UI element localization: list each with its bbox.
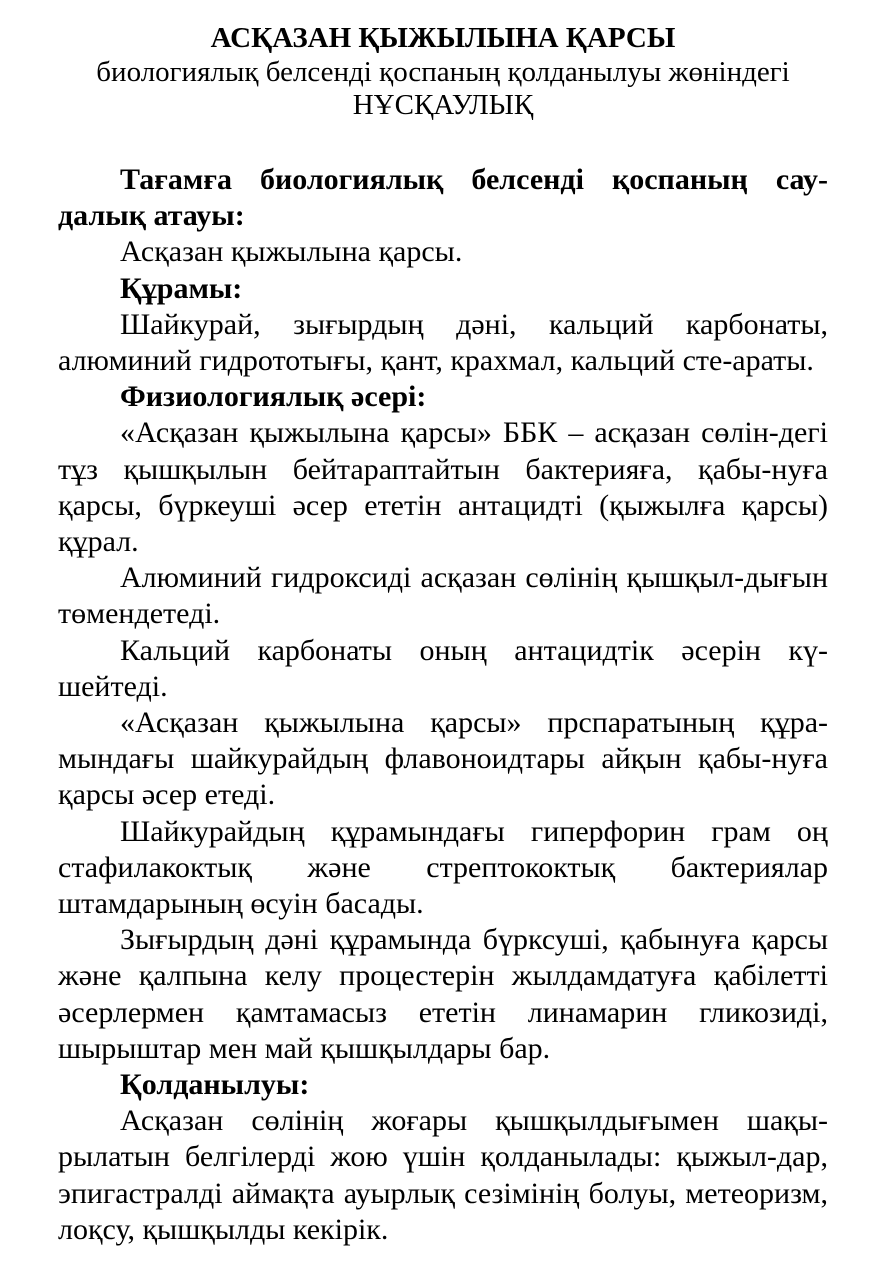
document-subtitle: биологиялық белсенді қоспаның қолданылуы жөніндегі [96, 56, 790, 88]
document-body [58, 162, 828, 1248]
trade-name-heading: Тағамға биологиялық белсенді қоспаның сау-далық атауы: [58, 163, 828, 233]
trade-name-text: Асқазан қыжылына қарсы. [120, 235, 463, 269]
physiological-effect-paragraph: Зығырдың дәні құрамында бүрксуші, қабынуға қарсы және қалпына келу процестерін жылдамдатуға қабілетті әсерлермен қамтамасыз ететін линамарин гликозиді, шырыштар мен май қышқылдары бар. [58, 923, 828, 1065]
physiological-effect-paragraph: «Асқазан қыжылына қарсы» прспаратының құра-мындағы шайкурайдың флавоноидтары айқын қабы-нуға қарсы әсер етеді. [58, 706, 828, 812]
physiological-effect-heading: Физиологиялық әсері: [120, 380, 427, 414]
page-bottom-edge [0, 1274, 886, 1280]
physiological-effect-paragraph: Алюминий гидроксиді асқазан сөлінің қышқыл-дығын төмендетеді. [58, 561, 828, 631]
physiological-effect-paragraph: «Асқазан қыжылына қарсы» ББК – асқазан сөлін-дегі тұз қышқылын бейтараптайтын бактерияға, қабы-нуға қарсы, бүркеуші әсер ететін антацидті (қыжылға қарсы) құрал. [58, 416, 828, 559]
physiological-effect-paragraph: Шайкурайдың құрамындағы гиперфорин грам оң стафилакоктық және стрептококтық бактериялар штамдарының өсуін басады. [58, 814, 828, 921]
composition-heading: Құрамы: [120, 271, 243, 305]
document-type: НҰСҚАУЛЫҚ [352, 89, 534, 121]
usage-heading: Қолданылуы: [120, 1068, 310, 1102]
composition-text: Шайкурай, зығырдың дәні, кальций карбонаты, алюминий гидрототығы, қант, крахмал, кальций сте-араты. [58, 307, 828, 378]
document-title: АСҚАЗАН ҚЫЖЫЛЫНА ҚАРСЫ [210, 22, 676, 54]
physiological-effect-paragraph: Кальций карбонаты оның антацидтік әсерін кү-шейтеді. [58, 633, 828, 703]
usage-text: Асқазан сөлінің жоғары қышқылдығымен шақы-рылатын белгілерді жою үшін қолданылады: қыжыл-дар, эпигастралді аймақта ауырлық сезімінің болуы, метеоризм, лоқсу, қышқылды кекірік. [58, 1104, 828, 1246]
